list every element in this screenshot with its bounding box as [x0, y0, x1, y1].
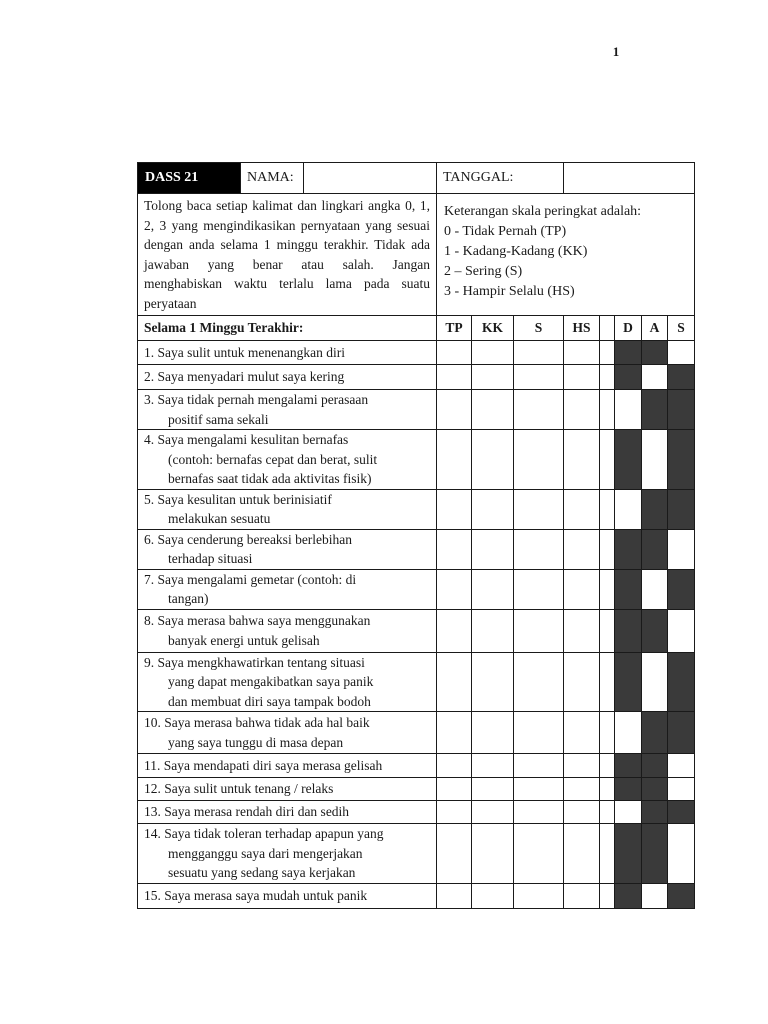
score-cell-s[interactable] — [514, 754, 564, 778]
item-row — [138, 430, 695, 490]
period-header: Selama 1 Minggu Terakhir: — [138, 316, 437, 341]
subscale-cell-a — [642, 569, 668, 609]
score-cell-hs[interactable] — [564, 778, 600, 801]
item-text — [138, 430, 437, 490]
item-text-line: 4. Saya mengalami kesulitan bernafas — [144, 432, 349, 447]
item-row — [138, 778, 695, 801]
score-cell-hs[interactable] — [564, 569, 600, 609]
score-cell-kk[interactable] — [472, 883, 514, 908]
subscale-cell-a — [642, 801, 668, 824]
item-text — [138, 341, 437, 365]
item-text-line: 10. Saya merasa bahwa tidak ada hal baik — [144, 715, 370, 730]
item-text — [138, 365, 437, 390]
score-cell-tp[interactable] — [437, 489, 472, 529]
score-cell-kk[interactable] — [472, 430, 514, 490]
score-cell-tp[interactable] — [437, 883, 472, 908]
score-cell-tp[interactable] — [437, 430, 472, 490]
subscale-cell-d — [615, 365, 642, 390]
subscale-cell-s — [668, 883, 695, 908]
item-text-line: 7. Saya mengalami gemetar (contoh: di — [144, 571, 357, 587]
score-cell-kk[interactable] — [472, 801, 514, 824]
score-cell-hs[interactable] — [564, 529, 600, 569]
item-row — [138, 365, 695, 390]
score-cell-tp[interactable] — [437, 801, 472, 824]
subscale-cell-a — [642, 712, 668, 754]
score-cell-tp[interactable] — [437, 778, 472, 801]
column-header-row — [138, 316, 695, 341]
item-text-line: yang dapat mengakibatkan saya panik — [168, 674, 374, 689]
legend-item: 1 - Kadang-Kadang (KK) — [444, 244, 588, 259]
score-cell-hs[interactable] — [564, 883, 600, 908]
subscale-cell-s — [668, 824, 695, 884]
scale-header-hs: HS — [564, 316, 600, 341]
score-cell-hs[interactable] — [564, 824, 600, 884]
score-cell-tp[interactable] — [437, 365, 472, 390]
subscale-cell-d — [615, 801, 642, 824]
score-cell-tp[interactable] — [437, 754, 472, 778]
item-text-line: 8. Saya merasa bahwa saya menggunakan — [144, 613, 371, 628]
score-cell-kk[interactable] — [472, 824, 514, 884]
item-text — [138, 801, 437, 824]
item-row — [138, 824, 695, 884]
subscale-cell-d — [615, 390, 642, 430]
subscale-cell-s — [668, 652, 695, 712]
subscale-cell-s — [668, 778, 695, 801]
item-text-line: melakukan sesuatu — [168, 511, 271, 526]
subscale-header-a: A — [642, 316, 668, 341]
score-cell-kk[interactable] — [472, 652, 514, 712]
score-cell-kk[interactable] — [472, 609, 514, 652]
subscale-cell-d — [615, 569, 642, 609]
column-spacer — [600, 489, 615, 529]
subscale-cell-a — [642, 390, 668, 430]
score-cell-s[interactable] — [514, 712, 564, 754]
subscale-cell-s — [668, 712, 695, 754]
score-cell-tp[interactable] — [437, 824, 472, 884]
score-cell-hs[interactable] — [564, 390, 600, 430]
item-row — [138, 529, 695, 569]
score-cell-tp[interactable] — [437, 341, 472, 365]
item-text-line: tangan) — [168, 591, 209, 606]
subscale-cell-d — [615, 652, 642, 712]
score-cell-kk[interactable] — [472, 712, 514, 754]
column-spacer — [600, 341, 615, 365]
subscale-cell-a — [642, 609, 668, 652]
item-text-line: yang saya tunggu di masa depan — [168, 734, 344, 750]
date-label: TANGGAL: — [437, 163, 564, 194]
name-label: NAMA: — [241, 163, 304, 194]
rating-legend — [437, 194, 695, 316]
item-row — [138, 489, 695, 529]
score-cell-s[interactable] — [514, 489, 564, 529]
item-text-line: sesuatu yang sedang saya kerjakan — [168, 865, 356, 880]
item-row — [138, 883, 695, 908]
score-cell-s[interactable] — [514, 529, 564, 569]
score-cell-s[interactable] — [514, 609, 564, 652]
item-text-line: dan membuat diri saya tampak bodoh — [168, 693, 371, 709]
item-text — [138, 569, 437, 609]
column-spacer — [600, 430, 615, 490]
column-spacer — [600, 883, 615, 908]
score-cell-hs[interactable] — [564, 801, 600, 824]
item-row — [138, 341, 695, 365]
item-text — [138, 754, 437, 778]
column-spacer — [600, 778, 615, 801]
subscale-cell-a — [642, 341, 668, 365]
subscale-cell-a — [642, 529, 668, 569]
score-cell-s[interactable] — [514, 569, 564, 609]
score-cell-hs[interactable] — [564, 341, 600, 365]
column-spacer — [600, 824, 615, 884]
item-text-line: 5. Saya kesulitan untuk berinisiatif — [144, 491, 332, 507]
column-spacer — [600, 652, 615, 712]
score-cell-s[interactable] — [514, 430, 564, 490]
item-text-line: banyak energi untuk gelisah — [168, 632, 320, 648]
item-text — [138, 712, 437, 754]
subscale-cell-a — [642, 754, 668, 778]
subscale-cell-a — [642, 489, 668, 529]
score-cell-tp[interactable] — [437, 390, 472, 430]
scale-header-s: S — [514, 316, 564, 341]
subscale-cell-d — [615, 489, 642, 529]
subscale-cell-d — [615, 712, 642, 754]
score-cell-tp[interactable] — [437, 609, 472, 652]
score-cell-kk[interactable] — [472, 754, 514, 778]
item-text-line: 6. Saya cenderung bereaksi berlebihan — [144, 531, 353, 547]
column-spacer — [600, 609, 615, 652]
instructions-text: Tolong baca setiap kalimat dan lingkari angka 0, 1, 2, 3 yang mengindikasikan pernyataan yang sesuai dengan anda selama 1 minggu terakhir. Tidak ada jawaban yang benar atau salah. Jangan menghabiskan waktu terlalu lama pada suatu peryataan — [138, 194, 437, 316]
subscale-cell-a — [642, 883, 668, 908]
item-row — [138, 390, 695, 430]
item-text-line: 15. Saya merasa saya mudah untuk panik — [144, 887, 368, 903]
dass21-form-table — [137, 162, 695, 909]
score-cell-kk[interactable] — [472, 778, 514, 801]
score-cell-hs[interactable] — [564, 712, 600, 754]
score-cell-s[interactable] — [514, 883, 564, 908]
subscale-cell-a — [642, 652, 668, 712]
score-cell-s[interactable] — [514, 365, 564, 390]
score-cell-hs[interactable] — [564, 430, 600, 490]
scale-header-kk: KK — [472, 316, 514, 341]
item-text-line: 14. Saya tidak toleran terhadap apapun yang — [144, 826, 384, 841]
subscale-cell-d — [615, 778, 642, 801]
form-title: DASS 21 — [138, 163, 241, 194]
subscale-cell-s — [668, 569, 695, 609]
subscale-cell-s — [668, 341, 695, 365]
column-spacer — [600, 390, 615, 430]
item-text-line: 2. Saya menyadari mulut saya kering — [144, 369, 345, 385]
column-spacer — [600, 316, 615, 341]
column-spacer — [600, 365, 615, 390]
item-row — [138, 569, 695, 609]
score-cell-kk[interactable] — [472, 489, 514, 529]
subscale-cell-s — [668, 754, 695, 778]
score-cell-tp[interactable] — [437, 712, 472, 754]
column-spacer — [600, 712, 615, 754]
item-text-line: 9. Saya mengkhawatirkan tentang situasi — [144, 654, 365, 670]
subscale-cell-s — [668, 801, 695, 824]
header-row — [138, 163, 695, 194]
subscale-cell-a — [642, 430, 668, 490]
column-spacer — [600, 569, 615, 609]
subscale-header-d: D — [615, 316, 642, 341]
subscale-cell-d — [615, 341, 642, 365]
subscale-cell-d — [615, 824, 642, 884]
score-cell-s[interactable] — [514, 801, 564, 824]
name-field[interactable] — [304, 163, 437, 194]
subscale-cell-d — [615, 609, 642, 652]
legend-item: 3 - Hampir Selalu (HS) — [444, 284, 575, 299]
column-spacer — [600, 801, 615, 824]
item-text-line: (contoh: bernafas cepat dan berat, sulit — [168, 451, 378, 467]
legend-item: 0 - Tidak Pernah (TP) — [444, 224, 567, 239]
subscale-cell-d — [615, 430, 642, 490]
subscale-cell-d — [615, 529, 642, 569]
score-cell-tp[interactable] — [437, 529, 472, 569]
legend-title: Keterangan skala peringkat adalah: — [444, 204, 642, 219]
subscale-cell-s — [668, 430, 695, 490]
item-text-line: 12. Saya sulit untuk tenang / relaks — [144, 781, 334, 797]
score-cell-hs[interactable] — [564, 609, 600, 652]
item-text — [138, 489, 437, 529]
column-spacer — [600, 754, 615, 778]
subscale-cell-d — [615, 754, 642, 778]
legend-item: 2 – Sering (S) — [444, 264, 523, 279]
subscale-cell-a — [642, 365, 668, 390]
item-row — [138, 801, 695, 824]
date-field[interactable] — [564, 163, 695, 194]
score-cell-s[interactable] — [514, 341, 564, 365]
item-text — [138, 778, 437, 801]
score-cell-tp[interactable] — [437, 652, 472, 712]
item-text — [138, 390, 437, 430]
subscale-cell-d — [615, 883, 642, 908]
item-text-line: 13. Saya merasa rendah diri dan sedih — [144, 804, 350, 820]
item-text — [138, 609, 437, 652]
score-cell-s[interactable] — [514, 390, 564, 430]
score-cell-kk[interactable] — [472, 569, 514, 609]
item-row — [138, 754, 695, 778]
score-cell-s[interactable] — [514, 652, 564, 712]
subscale-cell-s — [668, 609, 695, 652]
score-cell-kk[interactable] — [472, 390, 514, 430]
instructions-row — [138, 194, 695, 316]
page-number: 1 — [612, 44, 620, 59]
score-cell-hs[interactable] — [564, 754, 600, 778]
item-text-line: 11. Saya mendapati diri saya merasa gelisah — [144, 757, 383, 773]
subscale-cell-s — [668, 489, 695, 529]
score-cell-hs[interactable] — [564, 365, 600, 390]
subscale-cell-s — [668, 390, 695, 430]
item-text — [138, 529, 437, 569]
item-text — [138, 883, 437, 908]
item-row — [138, 609, 695, 652]
score-cell-s[interactable] — [514, 778, 564, 801]
item-text-line: 1. Saya sulit untuk menenangkan diri — [144, 344, 345, 360]
item-row — [138, 712, 695, 754]
item-text-line: 3. Saya tidak pernah mengalami perasaan — [144, 392, 369, 407]
item-text-line: terhadap situasi — [168, 551, 253, 566]
subscale-cell-a — [642, 778, 668, 801]
score-cell-kk[interactable] — [472, 529, 514, 569]
score-cell-hs[interactable] — [564, 489, 600, 529]
score-cell-tp[interactable] — [437, 569, 472, 609]
subscale-cell-s — [668, 365, 695, 390]
item-text-line: bernafas saat tidak ada aktivitas fisik) — [168, 471, 372, 486]
subscale-cell-s — [668, 529, 695, 569]
item-text-line: positif sama sekali — [168, 411, 269, 427]
item-text — [138, 652, 437, 712]
score-cell-kk[interactable] — [472, 341, 514, 365]
score-cell-hs[interactable] — [564, 652, 600, 712]
score-cell-s[interactable] — [514, 824, 564, 884]
scale-header-tp: TP — [437, 316, 472, 341]
subscale-header-s: S — [668, 316, 695, 341]
item-text-line: mengganggu saya dari mengerjakan — [168, 845, 363, 861]
column-spacer — [600, 529, 615, 569]
item-row — [138, 652, 695, 712]
item-text — [138, 824, 437, 884]
score-cell-kk[interactable] — [472, 365, 514, 390]
subscale-cell-a — [642, 824, 668, 884]
